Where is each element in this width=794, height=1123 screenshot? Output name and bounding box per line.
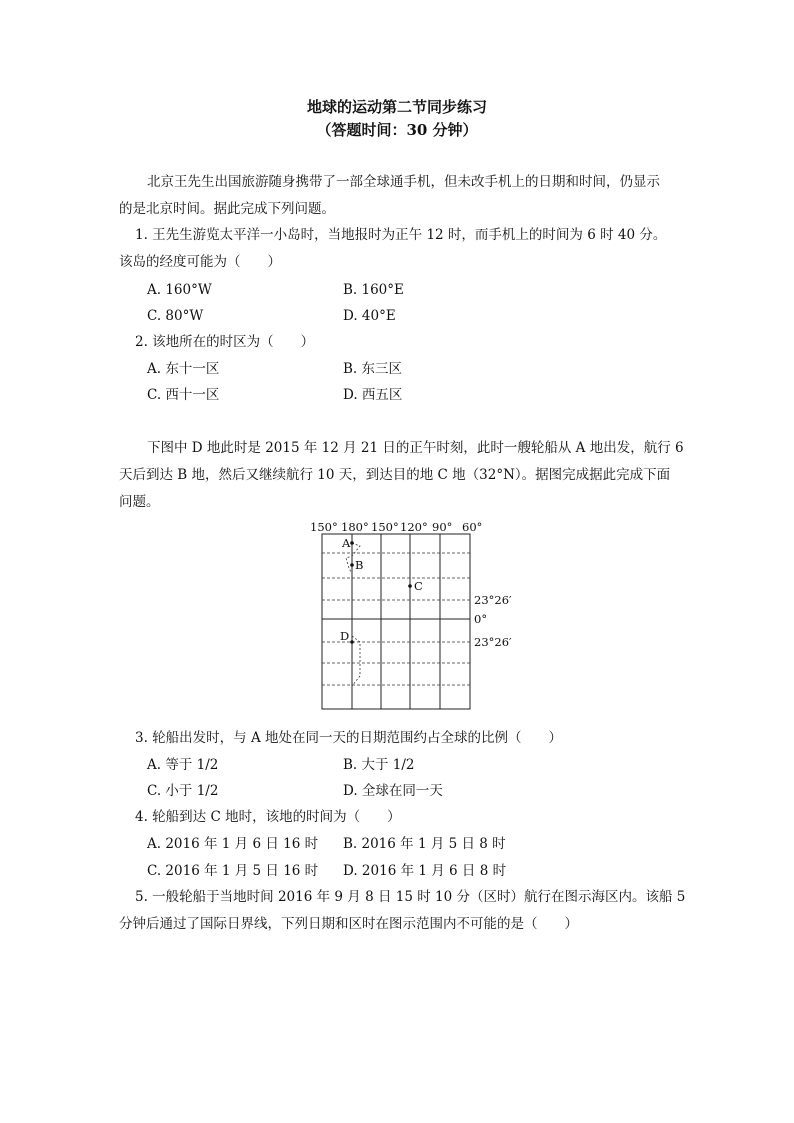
passage2-line1: 下图中 D 地此时是 2015 年 12 月 21 日的正午时刻，此时一艘轮船从 A 地出发，航行 6 — [147, 440, 684, 456]
q3-option-b[interactable]: B. 大于 1/2 — [343, 757, 415, 773]
q2-option-a[interactable]: A. 东十一区 — [147, 361, 220, 377]
lat-label-south: 23°26′ — [474, 635, 512, 649]
point-a-marker — [350, 541, 354, 545]
point-b-marker — [350, 563, 354, 567]
q1-option-b[interactable]: B. 160°E — [343, 282, 404, 298]
lat-label-equator: 0° — [474, 612, 488, 626]
q3-option-d[interactable]: D. 全球在同一天 — [343, 783, 443, 799]
page-title: 地球的运动第二节同步练习 — [306, 98, 487, 116]
q2-option-d[interactable]: D. 西五区 — [343, 387, 403, 403]
page-subtitle: （答题时间：30 分钟） — [316, 121, 478, 139]
meridian-lines — [352, 534, 440, 709]
q2-option-c[interactable]: C. 西十一区 — [147, 387, 220, 403]
q5-stem-line2: 分钟后通过了国际日界线，下列日期和区时在图示范围内不可能的是（ ） — [119, 916, 578, 932]
q1-stem-line2: 该岛的经度可能为（ ） — [119, 254, 281, 270]
q4-option-a[interactable]: A. 2016 年 1 月 6 日 16 时 — [147, 836, 319, 852]
point-c-label: C — [414, 579, 423, 593]
q2-stem: 2. 该地所在的时区为（ ） — [135, 334, 315, 350]
passage2-line2: 天后到达 B 地，然后又继续航行 10 天，到达目的地 C 地（32°N）。据图完成据此完成下面 — [119, 467, 671, 483]
point-b-label: B — [355, 558, 364, 572]
point-d-label: D — [340, 629, 350, 643]
q4-option-b[interactable]: B. 2016 年 1 月 5 日 8 时 — [343, 836, 506, 852]
lat-label-north: 23°26′ — [474, 593, 512, 607]
q2-option-b[interactable]: B. 东三区 — [343, 361, 403, 377]
longitude-label: 60° — [462, 520, 483, 534]
longitude-labels — [310, 520, 482, 534]
q1-option-d[interactable]: D. 40°E — [343, 308, 396, 324]
passage1-line1: 北京王先生出国旅游随身携带了一部全球通手机，但未改手机上的日期和时间，仍显示 — [147, 174, 660, 190]
q5-stem-line1: 5. 一般轮船于当地时间 2016 年 9 月 8 日 15 时 10 分（区时）航行在图示海区内。该船 5 — [135, 889, 686, 905]
q3-option-a[interactable]: A. 等于 1/2 — [147, 757, 219, 773]
q1-option-a[interactable]: A. 160°W — [147, 282, 212, 298]
longitude-label: 180° — [341, 520, 369, 534]
longitude-label: 150° — [371, 520, 399, 534]
date-line-dashed — [352, 636, 360, 686]
longitude-label: 90° — [432, 520, 453, 534]
point-d-marker — [350, 640, 354, 644]
q3-option-c[interactable]: C. 小于 1/2 — [147, 783, 219, 799]
q1-option-c[interactable]: C. 80°W — [147, 308, 204, 324]
q4-stem: 4. 轮船到达 C 地时，该地的时间为（ ） — [135, 809, 401, 825]
q4-option-d[interactable]: D. 2016 年 1 月 6 日 8 时 — [343, 863, 507, 879]
point-c-marker — [408, 584, 412, 588]
longitude-label: 120° — [400, 520, 428, 534]
passage2-line3: 问题。 — [119, 494, 160, 510]
q3-stem: 3. 轮船出发时，与 A 地处在同一天的日期范围约占全球的比例（ ） — [135, 730, 563, 746]
q4-option-c[interactable]: C. 2016 年 1 月 5 日 16 时 — [147, 863, 319, 879]
q1-stem-line1: 1. 王先生游览太平洋一小岛时，当地报时为正午 12 时，而手机上的时间为 6 时 40 分。 — [135, 227, 667, 243]
passage1-line2: 的是北京时间。据此完成下列问题。 — [119, 201, 335, 217]
map-figure — [300, 516, 530, 716]
longitude-label: 150° — [310, 520, 338, 534]
point-a-label: A — [342, 536, 351, 550]
map-frame — [322, 534, 470, 709]
